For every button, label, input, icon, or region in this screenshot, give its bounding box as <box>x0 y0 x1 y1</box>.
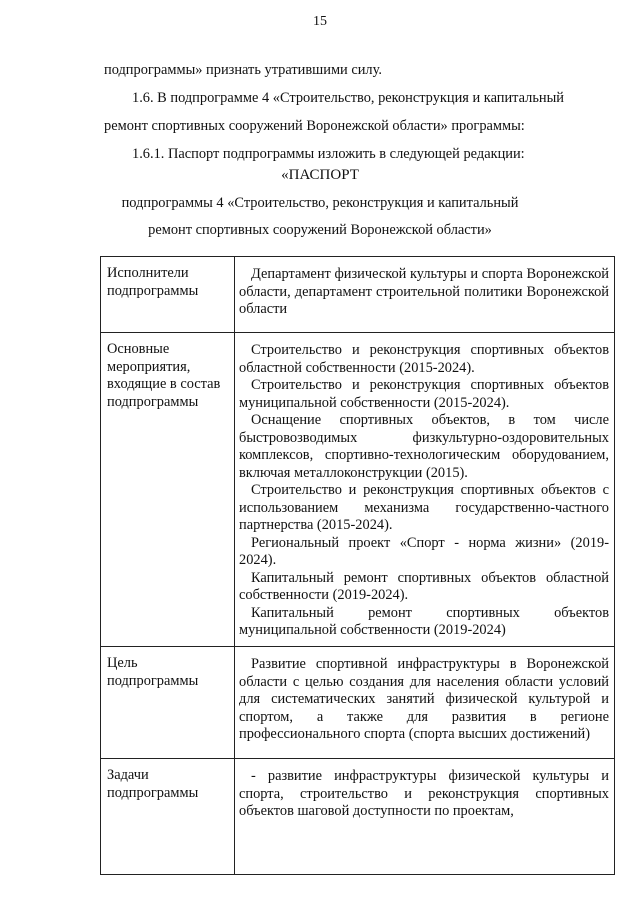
row-paragraph: Развитие спортивной инфраструктуры в Воронежской области с целью создания для населения области условий для систематических занятий физической культурой и спортом, а также для развития в регионе профессионального спорта (спорта высших достижений) <box>239 656 609 742</box>
page-number: 15 <box>313 14 327 29</box>
row-paragraph: Капитальный ремонт спортивных объектов областной собственности (2019-2024). <box>239 569 609 603</box>
passport-table <box>100 256 615 875</box>
row-paragraph: Региональный проект «Спорт - норма жизни» (2019-2024). <box>239 534 609 568</box>
row-label: Основные мероприятия, входящие в состав подпрограммы <box>101 333 235 647</box>
table-row <box>101 257 615 333</box>
row-label: Исполнители подпрограммы <box>101 257 235 333</box>
row-paragraph: Строительство и реконструкция спортивных объектов муниципальной собственности (2015-2024). <box>239 377 609 411</box>
passport-title: «ПАСПОРТ <box>281 167 359 183</box>
table-row <box>101 759 615 875</box>
row-paragraph: Строительство и реконструкция спортивных объектов с использованием механизма государственно-частного партнерства (2015-2024). <box>239 482 609 533</box>
row-paragraph: Строительство и реконструкция спортивных объектов областной собственности (2015-2024). <box>239 342 609 376</box>
row-paragraph: Капитальный ремонт спортивных объектов муниципальной собственности (2019-2024) <box>239 604 609 638</box>
row-paragraph: - развитие инфраструктуры физической культуры и спорта, строительство и реконструкция спортивных объектов шаговой доступности по проектам, <box>239 768 609 819</box>
intro-line-3: ремонт спортивных сооружений Воронежской области» программы: <box>104 118 525 134</box>
intro-line-4: 1.6.1. Паспорт подпрограммы изложить в следующей редакции: <box>132 146 525 162</box>
row-value <box>235 257 615 333</box>
passport-subtitle-1: подпрограммы 4 «Строительство, реконструкция и капитальный <box>121 195 519 211</box>
intro-line-2: 1.6. В подпрограмме 4 «Строительство, реконструкция и капитальный <box>132 90 564 106</box>
row-paragraph: Оснащение спортивных объектов, в том числе быстровозводимых физкультурно-оздоровительных комплексов, спортивно-технологическим оборудованием, включая металлоконструкции (2015). <box>239 412 609 481</box>
table-row <box>101 647 615 759</box>
row-value <box>235 759 615 875</box>
row-label: Задачи подпрограммы <box>101 759 235 875</box>
intro-line-1: подпрограммы» признать утратившими силу. <box>104 62 382 78</box>
row-label: Цель подпрограммы <box>101 647 235 759</box>
row-value <box>235 647 615 759</box>
passport-subtitle-2: ремонт спортивных сооружений Воронежской области» <box>148 222 492 238</box>
row-paragraph: Департамент физической культуры и спорта Воронежской области, департамент строительной политики Воронежской области <box>239 266 609 317</box>
table-row <box>101 333 615 647</box>
row-value <box>235 333 615 647</box>
